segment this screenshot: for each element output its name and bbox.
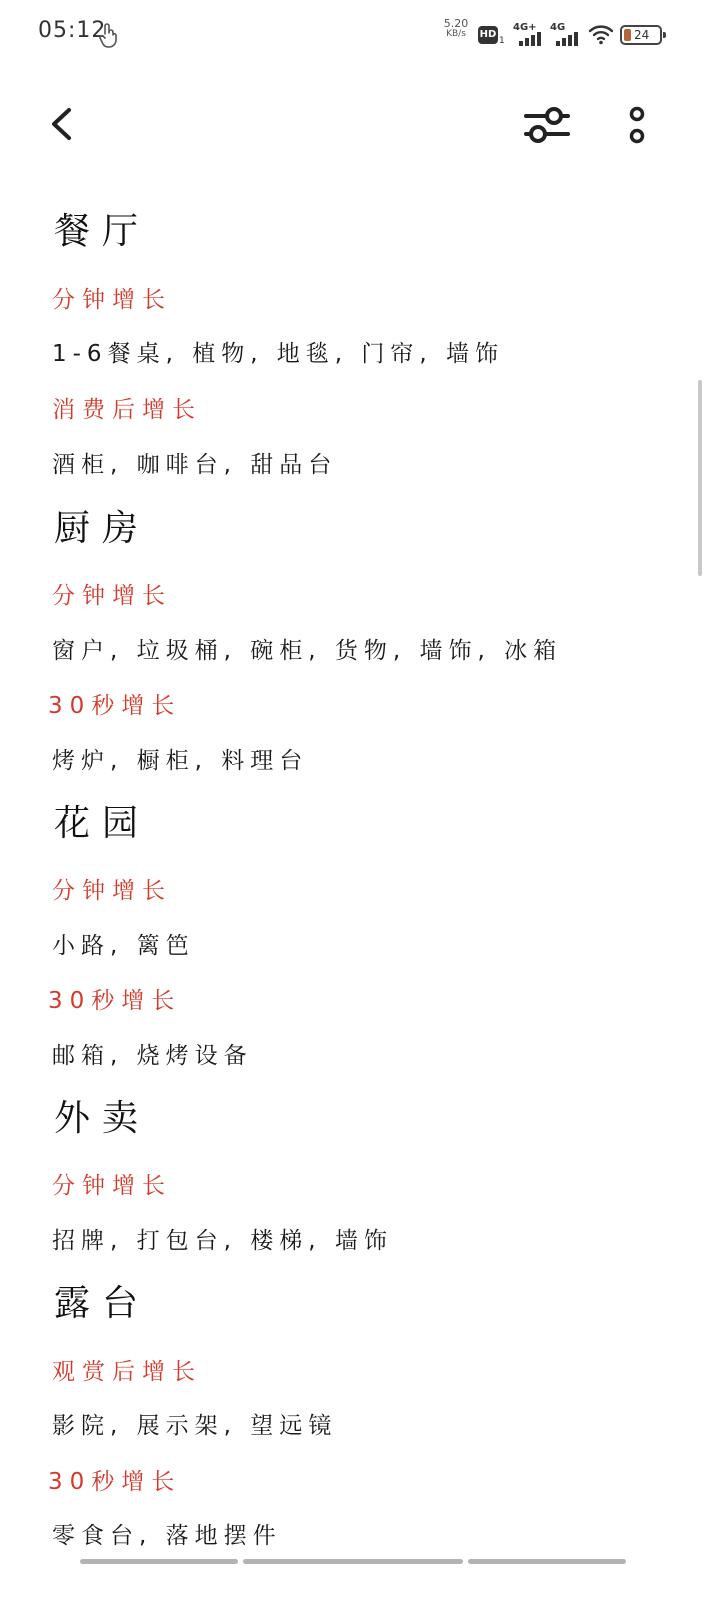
group-label: 30秒增长	[48, 1469, 182, 1495]
signal-sim2-icon	[550, 22, 580, 46]
battery-icon	[620, 25, 662, 45]
sim1-label: 4G+	[513, 22, 537, 33]
group-items: 招牌, 打包台, 楼梯, 墙饰	[52, 1228, 393, 1254]
group-items: 邮箱, 烧烤设备	[52, 1043, 253, 1069]
back-button[interactable]	[40, 102, 84, 146]
signal-sim1-icon	[513, 22, 543, 46]
sliders-icon	[520, 102, 574, 150]
network-speed-value: 5.20	[443, 17, 469, 30]
battery-percent: 24	[634, 28, 650, 42]
more-options-button[interactable]	[618, 102, 656, 150]
section-title-dining: 餐厅	[54, 211, 151, 252]
touch-icon	[98, 22, 118, 48]
section-title-garden: 花园	[54, 803, 151, 844]
filter-button[interactable]	[520, 102, 574, 150]
group-label: 分钟增长	[52, 287, 172, 313]
group-items: 烤炉, 橱柜, 料理台	[52, 748, 309, 774]
group-items: 小路, 篱笆	[52, 933, 195, 959]
group-items: 零食台, 落地摆件	[52, 1523, 282, 1549]
sim2-label: 4G	[550, 22, 566, 33]
hd-badge: HD	[478, 26, 498, 44]
more-vertical-icon	[618, 102, 656, 150]
group-label: 分钟增长	[52, 878, 172, 904]
nav-indicator-segment	[80, 1559, 238, 1564]
network-speed-unit: KB/s	[446, 29, 466, 40]
group-label: 分钟增长	[52, 583, 172, 609]
group-label: 30秒增长	[48, 693, 182, 719]
group-label: 观赏后增长	[52, 1359, 202, 1385]
group-items: 酒柜, 咖啡台, 甜品台	[52, 452, 338, 478]
group-items: 1-6餐桌, 植物, 地毯, 门帘, 墙饰	[52, 341, 505, 367]
group-items: 窗户, 垃圾桶, 碗柜, 货物, 墙饰, 冰箱	[52, 638, 563, 664]
group-label: 30秒增长	[48, 988, 182, 1014]
hd-sub: 1	[499, 36, 505, 46]
group-label: 消费后增长	[52, 397, 202, 423]
status-bar	[0, 0, 720, 72]
nav-indicator-segment	[468, 1559, 626, 1564]
nav-indicator-segment	[243, 1559, 463, 1564]
status-time: 05:12	[38, 18, 107, 43]
section-title-kitchen: 厨房	[54, 508, 151, 549]
scrollbar-thumb[interactable]	[698, 380, 702, 576]
group-items: 影院, 展示架, 望远镜	[52, 1413, 338, 1439]
network-speed	[440, 18, 472, 40]
chevron-left-icon	[40, 102, 84, 146]
toolbar	[0, 90, 720, 162]
group-label: 分钟增长	[52, 1173, 172, 1199]
section-title-takeout: 外卖	[54, 1098, 151, 1139]
section-title-terrace: 露台	[54, 1283, 151, 1324]
wifi-icon	[588, 22, 614, 46]
